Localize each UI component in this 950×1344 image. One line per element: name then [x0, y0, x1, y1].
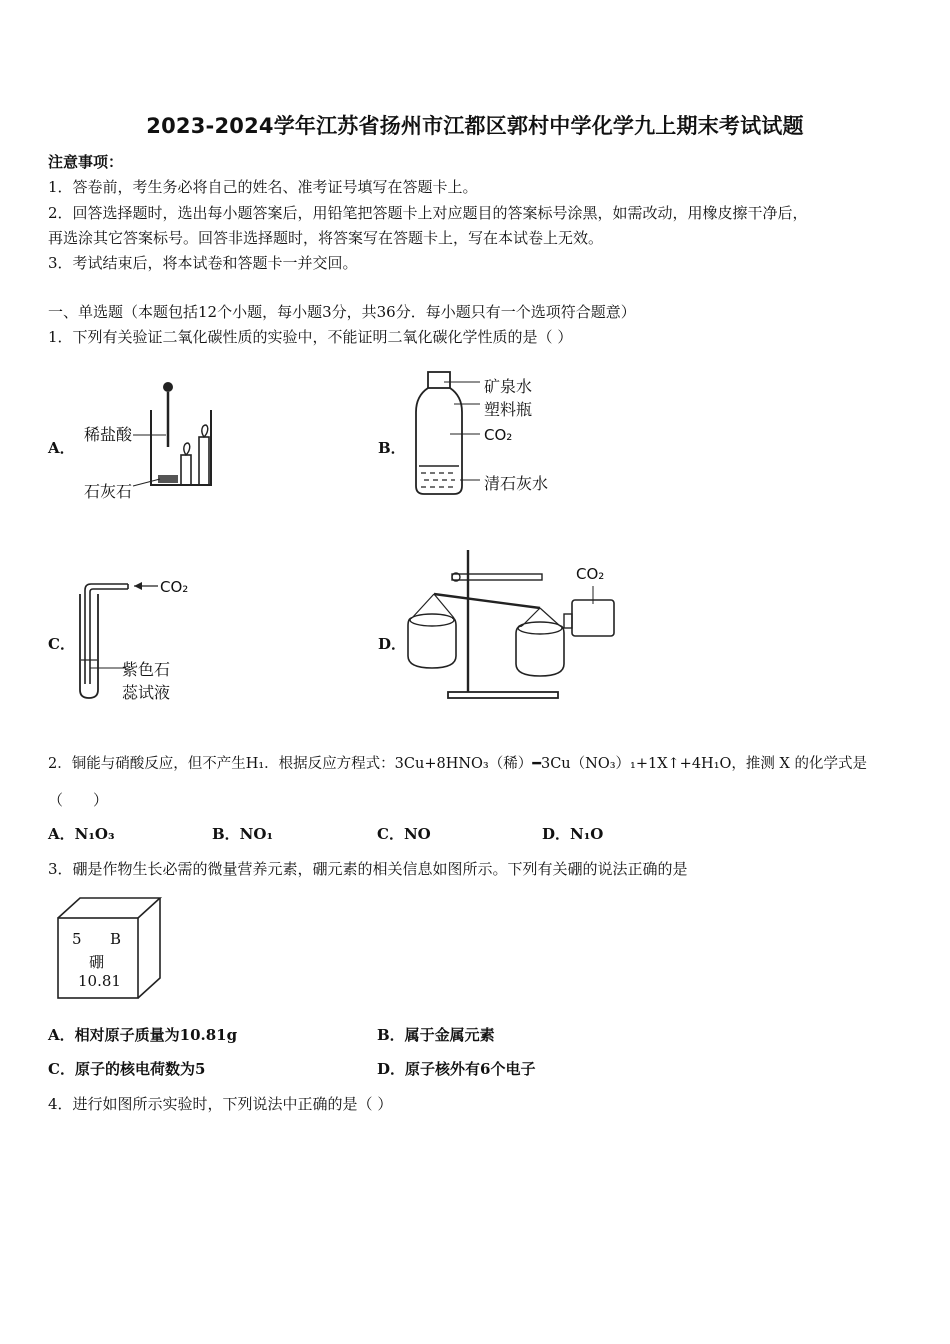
q2-option-c: C．NO [377, 825, 431, 843]
q1-option-b-letter: B． [378, 439, 406, 457]
figure-c-label-co2: CO₂ [160, 578, 189, 596]
q2-blank: （ ） [48, 791, 109, 809]
figure-c-label-litmus-2: 蕊试液 [122, 683, 171, 702]
figure-b-label-co2: CO₂ [484, 426, 513, 444]
q4-stem: 4．进行如图所示实验时，下列说法中正确的是（ ） [48, 1095, 393, 1113]
element-name: 硼 [89, 953, 105, 971]
page-title: 2023-2024学年江苏省扬州市江都区郭村中学化学九上期末考试试题 [146, 114, 804, 138]
q3-option-b: B．属于金属元素 [377, 1026, 495, 1044]
q2-option-b: B．NO₁ [212, 825, 274, 843]
element-atomic-number: 5 [72, 930, 82, 948]
notice-item-3: 3．考试结束后，将本试卷和答题卡一并交回。 [48, 254, 358, 272]
element-symbol: B [110, 930, 122, 948]
figure-d-label-co2: CO₂ [576, 565, 605, 583]
element-mass: 10.81 [78, 972, 121, 990]
q1-option-c-letter: C． [48, 635, 75, 653]
notice-heading: 注意事项： [48, 153, 124, 171]
q3-stem: 3．硼是作物生长必需的微量营养元素，硼元素的相关信息如图所示。下列有关硼的说法正确的是 [48, 860, 688, 878]
q3-option-d: D．原子核外有6个电子 [377, 1060, 536, 1078]
q2-option-d: D．N₁O [542, 825, 604, 843]
notice-item-1: 1．答卷前，考生务必将自己的姓名、准考证号填写在答题卡上。 [48, 178, 478, 196]
notice-item-2: 2．回答选择题时，选出每小题答案后，用铅笔把答题卡上对应题目的答案标号涂黑，如需改动，用橡皮擦干净后， [48, 204, 808, 222]
figure-b-label-bottle: 塑料瓶 [484, 400, 533, 419]
q2-stem: 2．铜能与硝酸反应，但不产生H₁．根据反应方程式：3Cu+8HNO₃（稀）━3Cu（NO₃）₁+1X↑+4H₁O，推测 X 的化学式是 [48, 756, 867, 772]
notice-item-2-cont: 再选涂其它答案标号。回答非选择题时，将答案写在答题卡上，写在本试卷上无效。 [48, 229, 604, 247]
q1-option-d-letter: D． [378, 635, 407, 653]
q1-option-a-letter: A． [48, 439, 75, 457]
figure-b-label-water: 矿泉水 [484, 377, 533, 396]
figure-c-label-litmus-1: 紫色石 [122, 660, 171, 679]
figure-b-label-limewater: 清石灰水 [484, 474, 549, 493]
figure-a-label-acid: 稀盐酸 [84, 425, 133, 444]
q3-option-c: C．原子的核电荷数为5 [48, 1060, 206, 1078]
q2-option-a: A．N₁O₃ [48, 825, 115, 843]
q3-option-a: A．相对原子质量为10.81g [48, 1026, 238, 1044]
figure-b-bottle [410, 368, 490, 500]
figure-a-label-limestone: 石灰石 [84, 482, 133, 501]
q1-stem: 1．下列有关验证二氧化碳性质的实验中，不能证明二氧化碳化学性质的是（ ） [48, 328, 573, 346]
section-heading: 一、单选题（本题包括12个小题，每小题3分，共36分．每小题只有一个选项符合题意） [48, 303, 636, 321]
